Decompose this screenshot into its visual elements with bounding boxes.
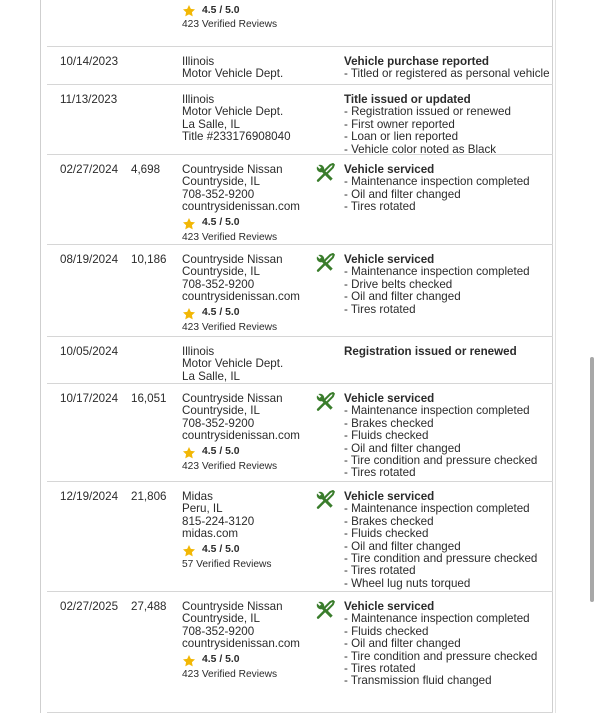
comment-item: - Drive belts checked <box>344 277 453 291</box>
source-line: Illinois <box>182 345 215 358</box>
history-row <box>47 0 553 47</box>
panel-shadow-edge <box>555 0 556 713</box>
source-line: La Salle, IL <box>182 117 241 131</box>
comment-item: - Tires rotated <box>344 302 416 316</box>
history-row <box>47 592 553 713</box>
source-line: Countryside, IL <box>182 265 260 279</box>
star-icon <box>182 544 196 558</box>
scrollbar-thumb[interactable] <box>590 357 594 602</box>
comment-item: - Oil and filter changed <box>344 637 461 651</box>
source-line: 708-352-9200 <box>182 624 255 638</box>
record-comments <box>344 491 549 590</box>
source-rating <box>182 654 317 668</box>
comment-item: - Maintenance inspection completed <box>344 265 530 279</box>
source-line: La Salle, IL <box>182 369 241 383</box>
history-row <box>47 245 553 337</box>
comment-item: - Oil and filter changed <box>344 441 461 455</box>
wrench-screwdriver-icon <box>315 600 335 620</box>
comment-item: - First owner reported <box>344 117 455 131</box>
comment-item: - Oil and filter changed <box>344 187 461 201</box>
source-line: Countryside, IL <box>182 404 260 418</box>
odometer-reading: 10,186 <box>131 253 167 266</box>
record-source <box>182 601 317 681</box>
comment-item: - Fluids checked <box>344 429 429 443</box>
record-source <box>182 94 317 144</box>
comment-item: - Tires rotated <box>344 466 416 480</box>
comment-heading: Vehicle serviced <box>344 490 435 503</box>
record-comments <box>344 164 549 214</box>
record-date: 02/27/2024 <box>60 163 119 176</box>
comment-item: - Fluids checked <box>344 624 429 638</box>
comment-item: - Transmission fluid changed <box>344 674 492 688</box>
record-date: 10/05/2024 <box>60 345 119 358</box>
wrench-screwdriver-icon <box>315 163 335 183</box>
comment-item: - Vehicle color noted as Black <box>344 142 497 156</box>
source-line: Countryside Nissan <box>182 253 283 266</box>
source-rating <box>182 446 317 460</box>
history-row <box>47 337 553 384</box>
comment-item: - Wheel lug nuts torqued <box>344 576 471 590</box>
source-rating <box>182 4 317 18</box>
history-row <box>47 47 553 85</box>
source-line: Peru, IL <box>182 502 223 516</box>
record-date: 08/19/2024 <box>60 253 119 266</box>
record-source <box>182 393 317 473</box>
record-date: 10/14/2023 <box>60 55 119 68</box>
source-website-link[interactable]: midas.com <box>182 527 239 541</box>
source-line: 708-352-9200 <box>182 416 255 430</box>
record-source <box>182 491 317 571</box>
wrench-screwdriver-icon <box>315 392 335 412</box>
comment-item: - Fluids checked <box>344 527 429 541</box>
comment-item: - Tire condition and pressure checked <box>344 649 538 663</box>
verified-reviews-link[interactable]: 423 Verified Reviews <box>182 460 278 472</box>
source-line: Illinois <box>182 93 215 106</box>
source-website-link[interactable]: countrysidenissan.com <box>182 429 300 443</box>
record-comments <box>344 94 549 156</box>
comment-item: - Brakes checked <box>344 514 434 528</box>
comment-heading: Title issued or updated <box>344 93 471 106</box>
rating-value: 4.5 / 5.0 <box>202 217 240 229</box>
record-comments <box>344 601 549 688</box>
source-line: Title #233176908040 <box>182 130 291 144</box>
comment-heading: Vehicle purchase reported <box>344 55 489 68</box>
source-website-link[interactable]: countrysidenissan.com <box>182 637 300 651</box>
comment-item: - Brakes checked <box>344 416 434 430</box>
source-line: 708-352-9200 <box>182 277 255 291</box>
source-rating <box>182 307 317 321</box>
comment-item: - Tire condition and pressure checked <box>344 552 538 566</box>
record-comments <box>344 393 549 480</box>
record-comments <box>344 346 549 358</box>
record-source <box>182 346 317 383</box>
star-icon <box>182 654 196 668</box>
source-line: Midas <box>182 490 213 503</box>
history-row <box>47 384 553 482</box>
comment-heading: Vehicle serviced <box>344 600 435 613</box>
record-source <box>182 254 317 334</box>
comment-heading: Vehicle serviced <box>344 253 435 266</box>
source-line: Illinois <box>182 55 215 68</box>
rating-value: 4.5 / 5.0 <box>202 446 240 458</box>
wrench-screwdriver-icon <box>315 253 335 273</box>
record-date: 10/17/2024 <box>60 392 119 405</box>
comment-heading: Vehicle serviced <box>344 163 435 176</box>
verified-reviews-link[interactable]: 423 Verified Reviews <box>182 321 278 333</box>
comment-item: - Titled or registered as personal vehicle <box>344 67 550 81</box>
comment-item: - Maintenance inspection completed <box>344 404 530 418</box>
rating-value: 4.5 / 5.0 <box>202 654 240 666</box>
verified-reviews-link[interactable]: 57 Verified Reviews <box>182 558 272 570</box>
comment-item: - Oil and filter changed <box>344 539 461 553</box>
odometer-reading: 27,488 <box>131 600 167 613</box>
star-icon <box>182 446 196 460</box>
comment-item: - Tires rotated <box>344 564 416 578</box>
star-icon <box>182 307 196 321</box>
history-row <box>47 155 553 245</box>
verified-reviews-link[interactable]: 423 Verified Reviews <box>182 19 278 30</box>
source-line: Countryside, IL <box>182 612 260 626</box>
source-line: Countryside, IL <box>182 175 260 189</box>
source-line: 815-224-3120 <box>182 514 255 528</box>
odometer-reading: 21,806 <box>131 490 167 503</box>
record-comments <box>344 56 549 81</box>
star-icon <box>182 217 196 231</box>
comment-item: - Maintenance inspection completed <box>344 612 530 626</box>
source-website-link[interactable]: countrysidenissan.com <box>182 200 300 214</box>
comment-heading: Vehicle serviced <box>344 392 435 405</box>
record-date: 02/27/2025 <box>60 600 119 613</box>
record-comments <box>344 254 549 316</box>
rating-value: 4.5 / 5.0 <box>202 4 240 16</box>
comment-item: - Tire condition and pressure checked <box>344 454 538 468</box>
source-line: Motor Vehicle Dept. <box>182 357 284 371</box>
verified-reviews-link[interactable]: 423 Verified Reviews <box>182 668 278 680</box>
star-icon <box>182 4 196 18</box>
comment-item: - Tires rotated <box>344 662 416 676</box>
comment-item: - Registration issued or renewed <box>344 105 511 119</box>
source-line: 708-352-9200 <box>182 187 255 201</box>
verified-reviews-link[interactable]: 423 Verified Reviews <box>182 231 278 243</box>
rating-value: 4.5 / 5.0 <box>202 307 240 319</box>
record-source <box>182 1 317 31</box>
comment-item: - Maintenance inspection completed <box>344 502 530 516</box>
source-rating <box>182 544 317 558</box>
source-line: Countryside Nissan <box>182 392 283 405</box>
source-rating <box>182 217 317 231</box>
comment-item: - Loan or lien reported <box>344 130 459 144</box>
source-website-link[interactable]: countrysidenissan.com <box>182 290 300 304</box>
record-date: 12/19/2024 <box>60 490 119 503</box>
record-source <box>182 164 317 244</box>
history-row <box>47 85 553 155</box>
odometer-reading: 16,051 <box>131 392 167 405</box>
source-line: Motor Vehicle Dept. <box>182 67 284 81</box>
comment-item: - Tires rotated <box>344 200 416 214</box>
record-date: 11/13/2023 <box>60 93 118 106</box>
source-line: Countryside Nissan <box>182 600 283 613</box>
wrench-screwdriver-icon <box>315 490 335 510</box>
rating-value: 4.5 / 5.0 <box>202 544 240 556</box>
odometer-reading: 4,698 <box>131 163 161 176</box>
history-row <box>47 482 553 592</box>
source-line: Motor Vehicle Dept. <box>182 105 284 119</box>
source-line: Countryside Nissan <box>182 163 283 176</box>
record-source <box>182 56 317 81</box>
comment-item: - Maintenance inspection completed <box>344 175 530 189</box>
comment-heading: Registration issued or renewed <box>344 345 517 358</box>
comment-item: - Oil and filter changed <box>344 290 461 304</box>
